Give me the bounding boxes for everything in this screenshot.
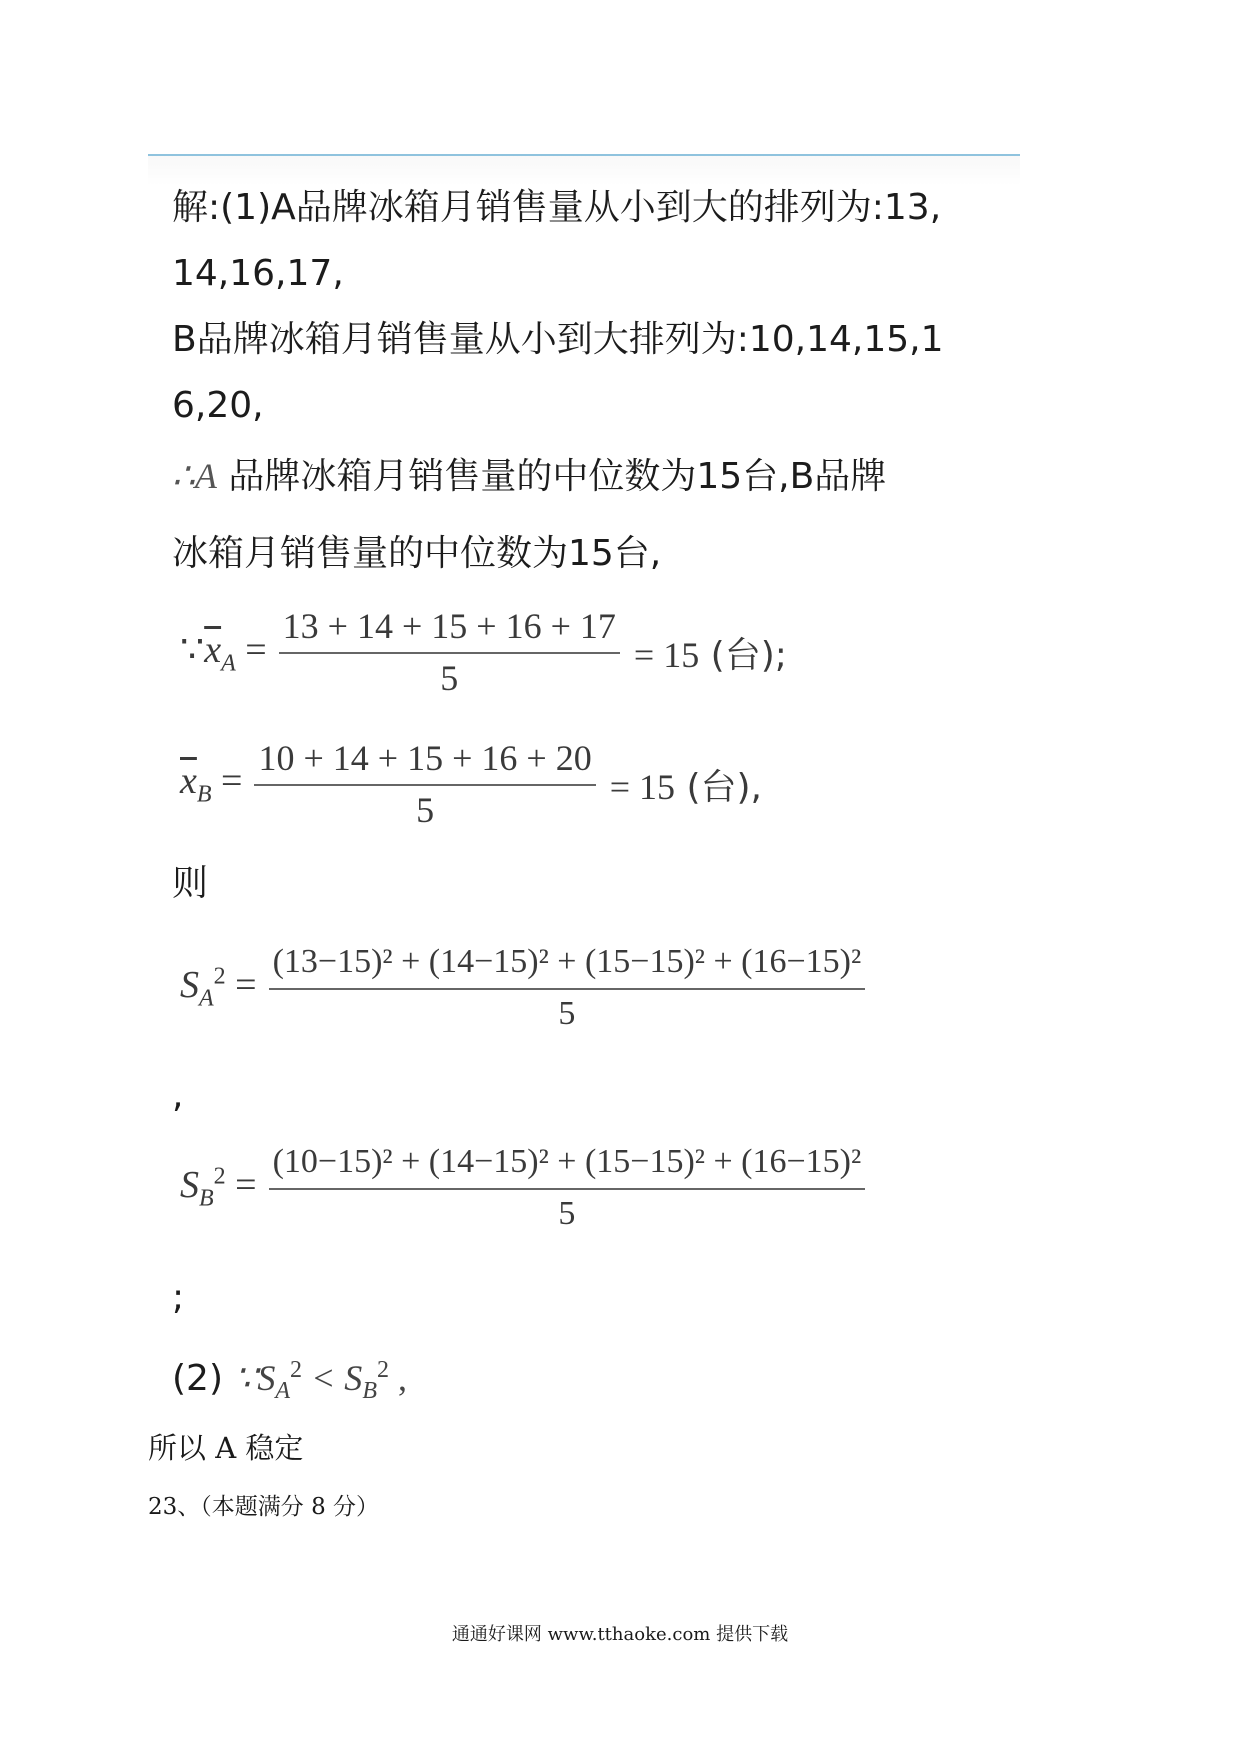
because-symbol: ∵ (180, 628, 205, 671)
mean-b-value: = 15 (609, 766, 676, 807)
part2-lt-s-b: < S (302, 1358, 363, 1398)
then-text: 则 (172, 863, 209, 904)
header-shade (148, 156, 1020, 186)
mean-a-rhs (634, 627, 787, 678)
variance-b-lhs: $S_B^2$ = (180, 1163, 257, 1212)
mean-b-var: $\overline{x}$ (180, 760, 197, 803)
mean-b-rhs (610, 759, 762, 810)
median-a-text: 品牌冰箱月销售量的中位数为15台,B品牌 (216, 456, 887, 497)
therefore-a-symbol: ∴A (172, 456, 217, 496)
mean-b-sub: B (196, 781, 212, 808)
variance-b-equation (180, 1142, 865, 1234)
mean-b-equation (180, 738, 762, 830)
next-question-heading: 23、（本题满分 8 分） (148, 1494, 380, 1520)
mean-b-denominator: 5 (416, 790, 435, 830)
variance-a-equation (180, 942, 865, 1034)
mean-a-unit: (台); (699, 634, 787, 676)
part2-sub-a: A (275, 1378, 291, 1405)
variance-b-numerator: (10−15)² + (14−15)² + (15−15)² + (16−15)² (272, 1143, 862, 1180)
solution-line-4: 6,20, (172, 385, 264, 426)
mean-a-lhs: $\because\overline{x}_A$ = (180, 628, 267, 677)
mean-a-denominator: 5 (440, 658, 459, 698)
part2-sup-b: 2 (376, 1357, 389, 1383)
variance-a-denominator: 5 (558, 995, 576, 1032)
conclusion-text: 所以 A 稳定 (148, 1431, 304, 1465)
mean-a-var: $\overline{x}$ (204, 628, 222, 671)
part2-s-a: ∵S (234, 1358, 276, 1398)
variance-a-lhs: $S_A^2$ = (180, 963, 257, 1012)
part2-tail: , (388, 1358, 407, 1398)
variance-b-sup: 2 (213, 1163, 226, 1190)
variance-b-denominator: 5 (558, 1195, 576, 1232)
mean-a-equation (180, 606, 787, 698)
comma-text: , (172, 1075, 184, 1116)
solution-line-5 (172, 454, 886, 499)
variance-a-sub: A (199, 985, 214, 1012)
part2-label: (2) (172, 1358, 235, 1399)
part2-sup-a: 2 (290, 1357, 303, 1383)
variance-a-sup: 2 (213, 963, 226, 990)
variance-a-var: S (180, 964, 199, 1007)
part2-line (172, 1348, 407, 1413)
mean-b-unit: (台), (675, 766, 762, 808)
mean-b-fraction (254, 738, 595, 830)
variance-a-fraction (269, 942, 866, 1034)
mean-b-numerator: 10 + 14 + 15 + 16 + 20 (258, 738, 592, 778)
variance-b-var: S (180, 1164, 199, 1207)
part2-sub-b: B (362, 1378, 377, 1405)
solution-line-3: B品牌冰箱月销售量从小到大排列为:10,14,15,1 (172, 319, 944, 360)
mean-b-lhs: $\overline{x}_B$ = (180, 760, 243, 808)
solution-line-2: 14,16,17, (172, 253, 344, 294)
footer-text: 通通好课网 www.tthaoke.com 提供下载 (451, 1624, 789, 1645)
solution-line-6: 冰箱月销售量的中位数为15台, (172, 533, 662, 574)
variance-b-fraction (269, 1142, 866, 1234)
mean-a-sub: A (221, 650, 236, 677)
variance-a-numerator: (13−15)² + (14−15)² + (15−15)² + (16−15)² (272, 943, 862, 980)
mean-a-value: = 15 (633, 634, 700, 675)
mean-a-fraction (279, 606, 620, 698)
solution-line-1: 解:(1)A品牌冰箱月销售量从小到大的排列为:13, (172, 187, 942, 228)
mean-a-numerator: 13 + 14 + 15 + 16 + 17 (282, 606, 616, 646)
variance-b-sub: B (199, 1185, 214, 1212)
semicolon-text: ; (172, 1277, 185, 1318)
